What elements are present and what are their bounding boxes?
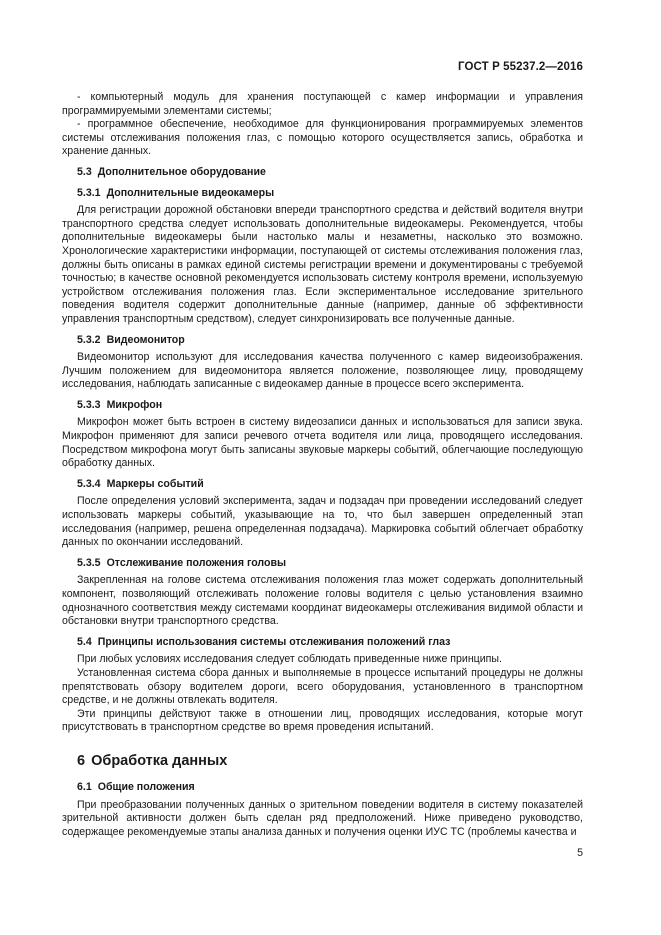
section-number: 5.3.1 [77,186,101,199]
section-heading-5-3-2 [77,334,583,348]
section-title: Видеомонитор [106,333,185,346]
paragraph-5-4-3: Эти принципы действуют также в отношении лиц, проводящих исследования, которые могут присутствовать в транспортном средстве во время проведения испытаний. [62,707,583,734]
section-title: Общие положения [97,780,195,793]
document-code: ГОСТ Р 55237.2—2016 [458,61,583,73]
paragraph-6-1: При преобразовании полученных данных о зрительном поведении водителя в систему показателей зрительной активности должен быть сделан ряд предположений. Ниже приведено руководство, содержащее рекомендуемые этапы анализа данных и получения оценки ИУС ТС (проблемы качества и [62,798,583,838]
section-heading-5-3-5 [77,557,583,571]
section-title: Обработка данных [91,752,228,769]
section-heading-6-1 [77,781,583,795]
section-heading-5-4 [77,636,583,650]
section-number: 6 [77,752,86,769]
section-heading-6 [77,753,583,769]
section-heading-5-3-3 [77,399,583,413]
document-body [62,91,583,839]
section-title: Маркеры событий [106,477,204,490]
paragraph-5-3-4: После определения условий эксперимента, задач и подзадач при проведении исследований следует использовать маркеры событий, указывающие на то, что был завершен определенный этап исследования (например, решена определенная подзадача). Маркировка событий облегчает обработку данных по окончании исследований. [62,495,583,549]
section-title: Дополнительные видеокамеры [106,186,275,199]
section-heading-5-3-4 [77,478,583,492]
intro-paragraph-1: - компьютерный модуль для хранения поступающей с камер информации и управления программируемыми элементами системы; [62,91,583,117]
section-title: Отслеживание положения головы [106,556,287,569]
section-number: 5.3 [77,165,92,178]
section-number: 5.3.3 [77,398,101,411]
paragraph-5-3-2: Видеомонитор используют для исследования качества полученного с камер видеоизображения. Лучшим положением для видеомонитора является положение, позволяющее лицу, проводящему исследования, наблюдать записанные с видеокамер данные в процессе всего эксперимента. [62,351,583,391]
section-number: 5.3.5 [77,556,101,569]
section-number: 6.1 [77,780,92,793]
paragraph-5-3-3: Микрофон может быть встроен в систему видеозаписи данных и использоваться для записи звука. Микрофон применяют для записи речевого отчета водителя или лица, проводящего исследования. Посредством микрофона могут быть записаны звуковые маркеры событий, облегчающие последующую обработку данных. [62,416,583,470]
intro-paragraph-2: - программное обеспечение, необходимое для функционирования программируемых элементов системы отслеживания положения глаз, с помощью которого осуществляется запись, обработка и хранение данных. [62,118,583,158]
section-heading-5-3-1 [77,187,583,201]
section-number: 5.3.2 [77,333,101,346]
section-title: Дополнительное оборудование [97,165,266,178]
paragraph-5-4-1: При любых условиях исследования следует соблюдать приведенные ниже принципы. [77,653,502,666]
section-number: 5.3.4 [77,477,101,490]
page-number: 5 [577,847,583,859]
section-title: Принципы использования системы отслеживания положений глаз [97,635,451,648]
section-heading-5-3 [77,166,583,180]
paragraph-5-3-1: Для регистрации дорожной обстановки впереди транспортного средства и действий водителя внутри транспортного средства следует использовать дополнительные видеокамеры. Рекомендуется, чтобы дополнительные видеокамеры были настолько малы и незаметны, насколько это возможно. Хронологические характеристики информации, поступающей от системы отслеживания положения глаз, должны быть описаны в рамках единой системы регистрации времени и документированы с требуемой точностью; в качестве основной рекомендуется использовать систему контроля времени, используемую устройством отслеживания положения глаз. Если экспериментальное исследование зрительного поведения водителя содержит дополнительные данные (например, данные об эффективности управления транспортным средством), следует синхронизировать все полученные данные. [62,204,583,325]
paragraph-5-4-2: Установленная система сбора данных и выполняемые в процессе испытаний процедуры не должны препятствовать обзору водителем дороги, всего оборудования, установленного в транспортном средстве, и не должны отвлекать водителя. [62,666,583,707]
paragraph-5-3-5: Закрепленная на голове система отслеживания положения глаз может содержать дополнительный компонент, позволяющий отслеживать положение головы водителя с целью установления взаимно однозначного соответствия между системами координат видеокамеры отслеживания видимой области и обстановки внутри транспортного средства. [62,574,583,628]
section-number: 5.4 [77,635,92,648]
section-title: Микрофон [106,398,163,411]
